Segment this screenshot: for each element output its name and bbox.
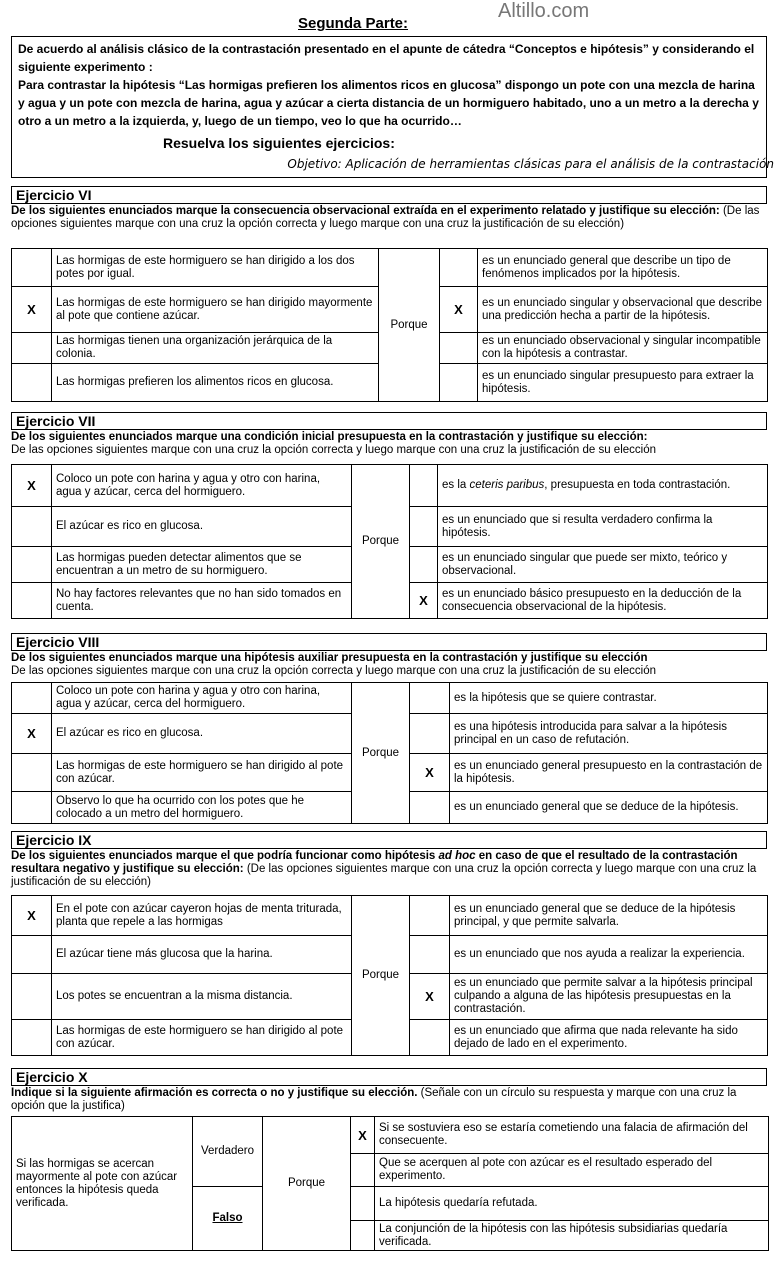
- part-title: Segunda Parte:: [298, 15, 409, 32]
- exercise-instructions: De los siguientes enunciados marque una condición inicial presupuesta en la contrastación y justifique su elección: De las opciones siguientes marque con una cruz la opción correcta y luego marque con una cruz la justificación de su elección: [11, 431, 656, 456]
- objetivo-text: Objetivo: Aplicación de herramientas clásicas para el análisis de la contrastación: [287, 157, 774, 171]
- option-text: No hay factores relevantes que no han sido tomados en cuenta.: [52, 583, 352, 619]
- exercise-7: [11, 412, 767, 457]
- option-text: Coloco un pote con harina y agua y otro con harina, agua y azúcar, cerca del hormiguero.: [52, 683, 352, 714]
- justification-text: es un enunciado observacional y singular incompatible con la hipótesis a contrastar.: [478, 333, 768, 364]
- statement-text: Si las hormigas se acercan mayormente al pote con azúcar entonces la hipótesis queda verificada.: [12, 1117, 193, 1251]
- option-text: Coloco un pote con harina y agua y otro con harina, agua y azúcar, cerca del hormiguero.: [52, 465, 352, 507]
- falso-option[interactable]: Falso: [193, 1187, 263, 1251]
- justification-checkbox[interactable]: [410, 936, 450, 974]
- answer-checkbox[interactable]: [12, 792, 52, 824]
- exercise-8: [11, 633, 767, 678]
- exercise-title: Ejercicio VII: [11, 412, 767, 430]
- option-text: Observo lo que ha ocurrido con los potes que he colocado a un metro del hormiguero.: [52, 792, 352, 824]
- exercise-title: Ejercicio VIII: [11, 633, 767, 651]
- porque-label: Porque: [379, 249, 440, 402]
- exercise-7-table: [11, 464, 768, 619]
- justification-checkbox[interactable]: [351, 1154, 375, 1187]
- option-text: Las hormigas de este hormiguero se han dirigido mayormente al pote que contiene azúcar.: [52, 287, 379, 333]
- answer-checkbox[interactable]: [12, 364, 52, 402]
- intro-paragraph-1: De acuerdo al análisis clásico de la contrastación presentado en el apunte de cátedra “Conceptos e hipótesis” y considerando el siguiente experimento :: [18, 42, 755, 74]
- justification-checkbox[interactable]: [410, 714, 450, 754]
- justification-text: Que se acerquen al pote con azúcar es el resultado esperado del experimento.: [375, 1154, 769, 1187]
- option-text: Las hormigas de este hormiguero se han dirigido al pote con azúcar.: [52, 1020, 352, 1056]
- answer-checkbox[interactable]: [12, 1020, 52, 1056]
- justification-text: es un enunciado singular presupuesto para extraer la hipótesis.: [478, 364, 768, 402]
- answer-checkbox[interactable]: [12, 683, 52, 714]
- answer-checkbox[interactable]: [12, 507, 52, 547]
- justification-checkbox[interactable]: [440, 333, 478, 364]
- porque-label: Porque: [352, 683, 410, 824]
- option-text: Los potes se encuentran a la misma distancia.: [52, 974, 352, 1020]
- answer-checkbox[interactable]: [12, 547, 52, 583]
- option-text: El azúcar es rico en glucosa.: [52, 714, 352, 754]
- exercise-8-table: [11, 682, 768, 824]
- justification-checkbox[interactable]: [410, 547, 438, 583]
- option-text: Las hormigas pueden detectar alimentos que se encuentran a un metro de su hormiguero.: [52, 547, 352, 583]
- justification-text: es un enunciado singular y observacional que describe una predicción hecha a partir de la hipótesis.: [478, 287, 768, 333]
- justification-checkbox[interactable]: X: [410, 583, 438, 619]
- exercise-instructions: Indique si la siguiente afirmación es correcta o no y justifique su elección. (Señale con un círculo su respuesta y marque con una cruz la opción que la justifica): [11, 1087, 737, 1112]
- exercise-9: [11, 831, 767, 889]
- option-text: Las hormigas prefieren los alimentos ricos en glucosa.: [52, 364, 379, 402]
- justification-text: La hipótesis quedaría refutada.: [375, 1187, 769, 1221]
- exercise-instructions: De los siguientes enunciados marque la consecuencia observacional extraída en el experimento relatado y justifique su elección: (De las opciones siguientes marque con una cruz la opción correcta y luego marque con una cruz la justificación de su elección): [11, 205, 760, 230]
- justification-text: Si se sostuviera eso se estaría cometiendo una falacia de afirmación del consecuente.: [375, 1117, 769, 1154]
- justification-text: es un enunciado general que se deduce de la hipótesis.: [450, 792, 768, 824]
- justification-text: es un enunciado general que describe un tipo de fenómenos implicados por la hipótesis.: [478, 249, 768, 287]
- porque-label: Porque: [263, 1117, 351, 1251]
- justification-checkbox[interactable]: [410, 683, 450, 714]
- answer-checkbox[interactable]: [12, 936, 52, 974]
- option-text: En el pote con azúcar cayeron hojas de menta triturada, planta que repele a las hormigas: [52, 896, 352, 936]
- justification-text: es un enunciado que nos ayuda a realizar la experiencia.: [450, 936, 768, 974]
- verdadero-option[interactable]: Verdadero: [193, 1117, 263, 1187]
- justification-checkbox[interactable]: X: [351, 1117, 375, 1154]
- justification-checkbox[interactable]: [410, 792, 450, 824]
- exercise-10: [11, 1068, 767, 1113]
- answer-checkbox[interactable]: [12, 333, 52, 364]
- justification-text: es un enunciado que si resulta verdadero confirma la hipótesis.: [438, 507, 768, 547]
- watermark-logo: Altillo.com: [498, 0, 590, 22]
- answer-checkbox[interactable]: [12, 974, 52, 1020]
- justification-checkbox[interactable]: [351, 1221, 375, 1251]
- resuelva-heading: Resuelva los siguientes ejercicios:: [163, 135, 395, 151]
- justification-checkbox[interactable]: [410, 465, 438, 507]
- justification-checkbox[interactable]: X: [440, 287, 478, 333]
- exercise-6-table: [11, 248, 768, 402]
- exercise-instructions: De los siguientes enunciados marque el que podría funcionar como hipótesis ad hoc en caso de que el resultado de la contrastación resultara negativo y justifique su elección: (De las opciones siguientes marque con una cruz la opción correcta y luego marque con una cruz la justificación de su elección): [11, 850, 757, 888]
- exercise-instructions: De los siguientes enunciados marque una hipótesis auxiliar presupuesta en la contrastación y justifique su elección De las opciones siguientes marque con una cruz la opción correcta y luego marque con una cruz la justificación de su elección: [11, 652, 656, 677]
- exercise-9-table: [11, 895, 768, 1056]
- justification-text: es un enunciado singular que puede ser mixto, teórico y observacional.: [438, 547, 768, 583]
- exercise-6: [11, 186, 767, 231]
- justification-text: es un enunciado que afirma que nada relevante ha sido dejado de lado en el experimento.: [450, 1020, 768, 1056]
- justification-text: es un enunciado general presupuesto en la contrastación de la hipótesis.: [450, 754, 768, 792]
- exercise-title: Ejercicio VI: [11, 186, 767, 204]
- option-text: Las hormigas de este hormiguero se han dirigido al pote con azúcar.: [52, 754, 352, 792]
- answer-checkbox[interactable]: X: [12, 714, 52, 754]
- answer-checkbox[interactable]: [12, 249, 52, 287]
- justification-checkbox[interactable]: [410, 896, 450, 936]
- option-text: El azúcar es rico en glucosa.: [52, 507, 352, 547]
- justification-checkbox[interactable]: [351, 1187, 375, 1221]
- justification-checkbox[interactable]: [440, 364, 478, 402]
- exercise-10-table: [11, 1116, 769, 1251]
- justification-text: La conjunción de la hipótesis con las hipótesis subsidiarias quedaría verificada.: [375, 1221, 769, 1251]
- answer-checkbox[interactable]: [12, 583, 52, 619]
- answer-checkbox[interactable]: X: [12, 465, 52, 507]
- justification-checkbox[interactable]: [410, 507, 438, 547]
- answer-checkbox[interactable]: X: [12, 287, 52, 333]
- justification-text: es un enunciado general que se deduce de la hipótesis principal, y que permite salvarla.: [450, 896, 768, 936]
- option-text: El azúcar tiene más glucosa que la harina.: [52, 936, 352, 974]
- justification-checkbox[interactable]: [440, 249, 478, 287]
- porque-label: Porque: [352, 465, 410, 619]
- justification-text: es un enunciado que permite salvar a la hipótesis principal culpando a alguna de las hipótesis presupuestas en la contrastación.: [450, 974, 768, 1020]
- justification-text: es la hipótesis que se quiere contrastar.: [450, 683, 768, 714]
- option-text: Las hormigas tienen una organización jerárquica de la colonia.: [52, 333, 379, 364]
- justification-checkbox[interactable]: X: [410, 974, 450, 1020]
- justification-text: es un enunciado básico presupuesto en la deducción de la consecuencia observacional de la hipótesis.: [438, 583, 768, 619]
- exercise-title: Ejercicio IX: [11, 831, 767, 849]
- intro-paragraph-2: Para contrastar la hipótesis “Las hormigas prefieren los alimentos ricos en glucosa” dispongo un pote con una mezcla de harina y agua y un pote con mezcla de harina, agua y azúcar a cierta distancia de un hormiguero habitado, uno a un metro a la derecha y otro a un metro a la izquierda, y, luego de un tiempo, veo lo que ha ocurrido…: [18, 78, 759, 128]
- justification-checkbox[interactable]: X: [410, 754, 450, 792]
- option-text: Las hormigas de este hormiguero se han dirigido a los dos potes por igual.: [52, 249, 379, 287]
- answer-checkbox[interactable]: X: [12, 896, 52, 936]
- justification-text: es la ceteris paribus, presupuesta en toda contrastación.: [438, 465, 768, 507]
- exercise-title: Ejercicio X: [11, 1068, 767, 1086]
- answer-checkbox[interactable]: [12, 754, 52, 792]
- justification-text: es una hipótesis introducida para salvar a la hipótesis principal en un caso de refutación.: [450, 714, 768, 754]
- justification-checkbox[interactable]: [410, 1020, 450, 1056]
- porque-label: Porque: [352, 896, 410, 1056]
